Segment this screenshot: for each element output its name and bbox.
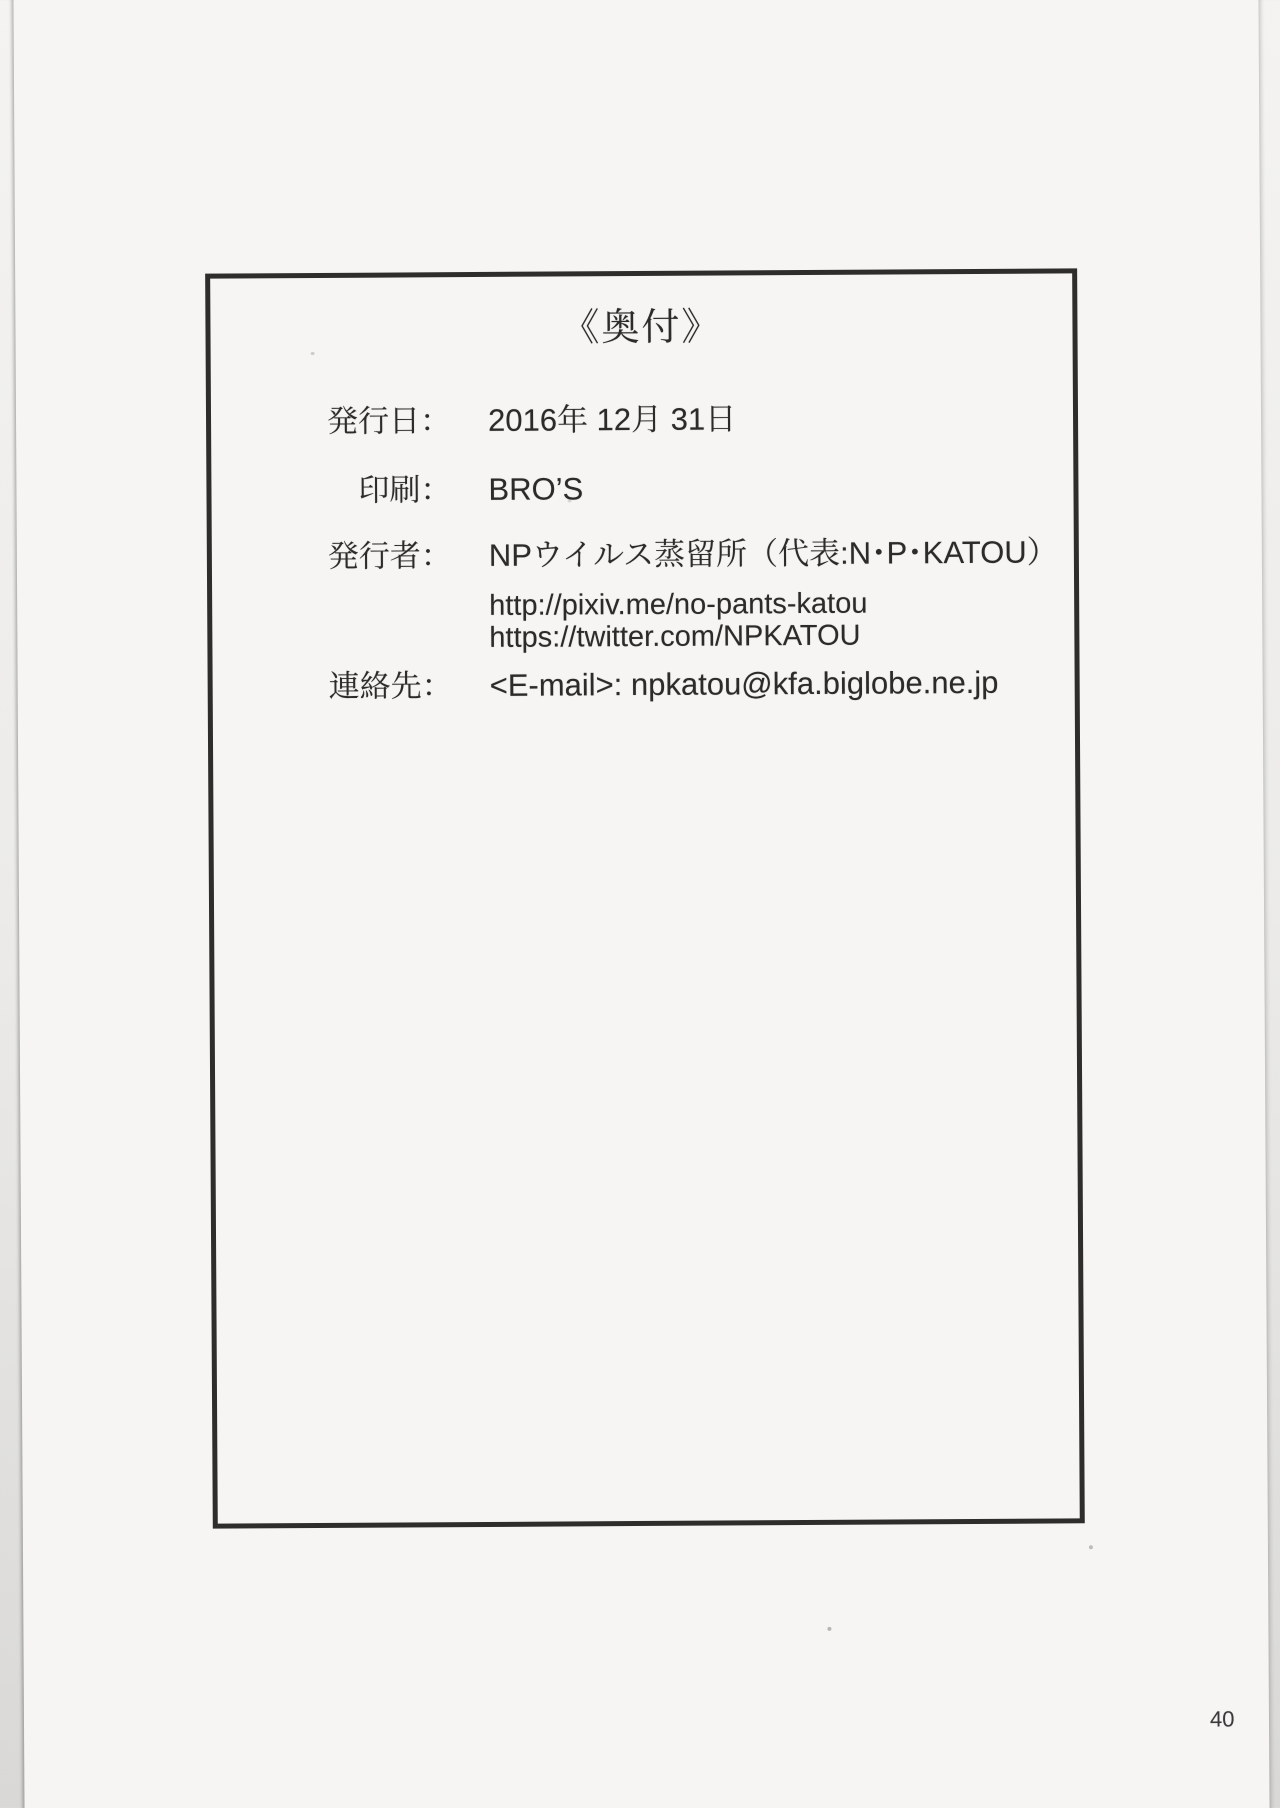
colophon-title: 《奥付》 — [561, 306, 722, 350]
field-row-issue-date — [211, 397, 1073, 442]
field-row-publisher — [212, 532, 1074, 577]
field-row-printer — [211, 466, 1073, 511]
field-value-contact-email: <E-mail>: npkatou@kfa.biglobe.ne.jp — [489, 664, 999, 703]
dust-speck — [568, 499, 572, 502]
field-row-contact — [213, 662, 1075, 707]
page-number: 40 — [1209, 1706, 1235, 1732]
dust-speck — [827, 1627, 831, 1631]
field-label-issue-date: 発行日： — [326, 403, 452, 439]
dust-speck — [311, 352, 315, 355]
publisher-twitter-url: https://twitter.com/NPKATOU — [489, 619, 861, 654]
field-value-printer: BRO’S — [488, 471, 584, 507]
colophon-box — [205, 268, 1085, 1528]
field-label-publisher: 発行者： — [327, 538, 452, 574]
dust-speck — [1089, 1545, 1093, 1549]
scanned-page — [13, 0, 1269, 1808]
field-value-issue-date: 2016年 12月 31日 — [487, 401, 737, 438]
field-label-contact: 連絡先： — [328, 668, 453, 704]
field-value-publisher: NPウイルス蒸留所（代表:N･P･KATOU） — [488, 534, 1058, 573]
field-label-printer: 印刷： — [358, 472, 452, 508]
publisher-pixiv-url: http://pixiv.me/no-pants-katou — [489, 587, 868, 622]
